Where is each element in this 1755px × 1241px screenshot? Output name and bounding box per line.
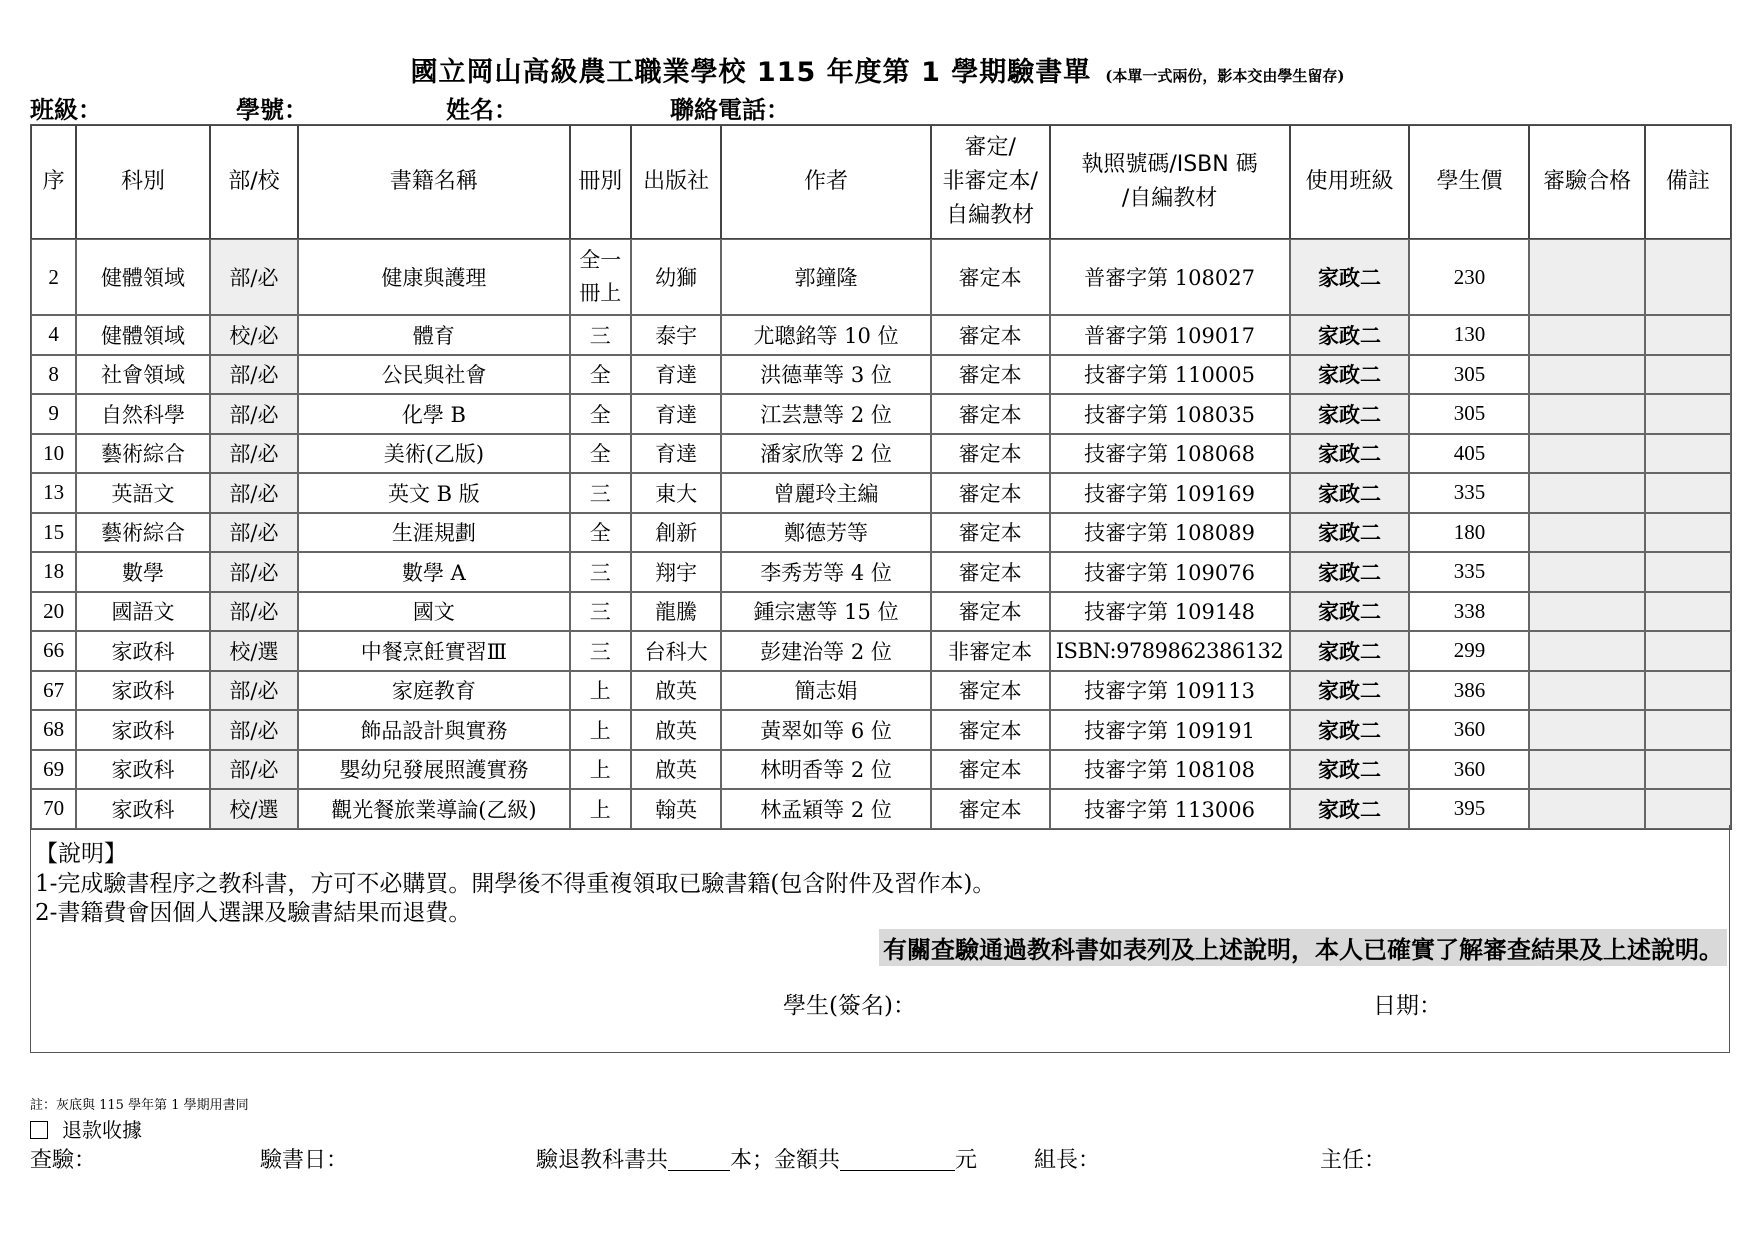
cell-seq: 13 [31,473,76,513]
cell-license: 技審字第 109169 [1050,473,1290,513]
table-row [31,355,1731,395]
cell-volume: 上 [570,750,631,790]
cell-author: 簡志娟 [721,671,930,711]
cell-class: 家政二 [1290,513,1410,553]
table-row [31,434,1731,474]
cell-pass[interactable] [1529,789,1644,829]
cell-remark[interactable] [1645,355,1731,395]
director-label: 主任： [1320,1148,1387,1173]
inspect-label: 查驗： [30,1148,97,1173]
cell-book: 美術(乙版) [298,434,570,474]
table-row [31,592,1731,632]
cell-price: 335 [1409,473,1529,513]
header-license-line2: /自編教材 [1121,186,1218,211]
cell-price: 130 [1409,315,1529,355]
cell-subject: 藝術綜合 [76,513,210,553]
cell-pass[interactable] [1529,434,1644,474]
cell-volume: 全 [570,394,631,434]
cell-volume: 三 [570,315,631,355]
returned-books-label [536,1143,977,1174]
cell-author: 鄭德芳等 [721,513,930,553]
table-row [31,671,1731,711]
cell-subject: 家政科 [76,631,210,671]
cell-volume: 三 [570,473,631,513]
cell-remark[interactable] [1645,710,1731,750]
phone-label: 聯絡電話： [670,96,790,124]
cell-subject: 家政科 [76,750,210,790]
cell-book: 飾品設計與實務 [298,710,570,750]
cell-class: 家政二 [1290,315,1410,355]
table-row [31,750,1731,790]
cell-price: 305 [1409,394,1529,434]
cell-remark[interactable] [1645,473,1731,513]
table-row [31,552,1731,592]
cell-class: 家政二 [1290,473,1410,513]
footnote: 註：灰底與 115 學年第 1 學期用書同 [30,1098,249,1113]
cell-remark[interactable] [1645,513,1731,553]
cell-approval: 審定本 [931,592,1050,632]
cell-subject: 健體領域 [76,239,210,315]
cell-seq: 9 [31,394,76,434]
cell-remark[interactable] [1645,592,1731,632]
header-approval-line1: 審定/ [964,135,1016,160]
cell-remark[interactable] [1645,631,1731,671]
cell-seq: 67 [31,671,76,711]
header-author: 作者 [721,125,930,239]
cell-class: 家政二 [1290,750,1410,790]
cell-book: 嬰幼兒發展照護實務 [298,750,570,790]
cell-volume: 上 [570,671,631,711]
cell-license: 普審字第 109017 [1050,315,1290,355]
notes-section [30,825,1730,1053]
cell-price: 360 [1409,750,1529,790]
cell-volume: 上 [570,789,631,829]
cell-book: 家庭教育 [298,671,570,711]
cell-remark[interactable] [1645,315,1731,355]
header-approval-line3: 自編教材 [946,203,1035,228]
cell-volume: 上 [570,710,631,750]
cell-license: 普審字第 108027 [1050,239,1290,315]
header-book: 書籍名稱 [298,125,570,239]
cell-pass[interactable] [1529,552,1644,592]
cell-license: 技審字第 108035 [1050,394,1290,434]
cell-subject: 數學 [76,552,210,592]
refund-label: 退款收據 [62,1118,142,1142]
cell-remark[interactable] [1645,671,1731,711]
cell-volume: 全 [570,513,631,553]
cell-seq: 2 [31,239,76,315]
cell-approval: 審定本 [931,552,1050,592]
cell-dept: 校/選 [210,789,298,829]
cell-seq: 15 [31,513,76,553]
table-row [31,394,1731,434]
returned-prefix: 驗退教科書共 [536,1148,669,1173]
cell-class: 家政二 [1290,552,1410,592]
cell-class: 家政二 [1290,671,1410,711]
cell-approval: 審定本 [931,473,1050,513]
footer-row [30,1143,1730,1173]
cell-dept: 部/必 [210,434,298,474]
cell-seq: 20 [31,592,76,632]
cell-class: 家政二 [1290,394,1410,434]
cell-seq: 69 [31,750,76,790]
cell-license: 技審字第 110005 [1050,355,1290,395]
cell-class: 家政二 [1290,631,1410,671]
cell-book: 英文 B 版 [298,473,570,513]
cell-author: 潘家欣等 2 位 [721,434,930,474]
cell-subject: 社會領域 [76,355,210,395]
class-label: 班級： [30,96,102,124]
header-approval-line2: 非審定本/ [942,169,1038,194]
form-title-main: 國立岡山高級農工職業學校 115 年度第 1 學期驗書單 [410,57,1092,88]
cell-price: 305 [1409,355,1529,395]
cell-subject: 英語文 [76,473,210,513]
cell-approval: 審定本 [931,394,1050,434]
cell-book: 觀光餐旅業導論(乙級) [298,789,570,829]
cell-book: 數學 A [298,552,570,592]
cell-publisher: 龍騰 [631,592,722,632]
cell-publisher: 東大 [631,473,722,513]
cell-publisher: 翔宇 [631,552,722,592]
cell-subject: 藝術綜合 [76,434,210,474]
cell-license: 技審字第 109191 [1050,710,1290,750]
cell-price: 360 [1409,710,1529,750]
cell-subject: 自然科學 [76,394,210,434]
cell-book: 體育 [298,315,570,355]
cell-approval: 非審定本 [931,631,1050,671]
cell-volume: 三 [570,631,631,671]
cell-publisher: 台科大 [631,631,722,671]
header-pass: 審驗合格 [1529,125,1644,239]
header-class: 使用班級 [1290,125,1410,239]
cell-seq: 70 [31,789,76,829]
cell-pass[interactable] [1529,239,1644,315]
cell-price: 335 [1409,552,1529,592]
cell-volume: 全 [570,355,631,395]
cell-class: 家政二 [1290,710,1410,750]
cell-seq: 8 [31,355,76,395]
cell-book: 國文 [298,592,570,632]
cell-author: 鍾宗憲等 15 位 [721,592,930,632]
cell-license: 技審字第 109113 [1050,671,1290,711]
cell-subject: 健體領域 [76,315,210,355]
cell-pass[interactable] [1529,710,1644,750]
cell-publisher: 育達 [631,355,722,395]
header-remark: 備註 [1645,125,1731,239]
cell-book: 化學 B [298,394,570,434]
cell-remark[interactable] [1645,552,1731,592]
returned-count-blank[interactable] [668,1150,730,1171]
cell-pass[interactable] [1529,631,1644,671]
cell-book: 中餐烹飪實習Ⅲ [298,631,570,671]
cell-publisher: 啟英 [631,671,722,711]
cell-approval: 審定本 [931,355,1050,395]
refund-checkbox[interactable] [30,1121,48,1139]
cell-book: 生涯規劃 [298,513,570,553]
header-seq: 序 [31,125,76,239]
cell-remark[interactable] [1645,750,1731,790]
cell-author: 彭建治等 2 位 [721,631,930,671]
cell-approval: 審定本 [931,789,1050,829]
cell-approval: 審定本 [931,513,1050,553]
cell-price: 338 [1409,592,1529,632]
table-row [31,239,1731,315]
table-header-row [31,125,1731,239]
cell-publisher: 泰宇 [631,315,722,355]
header-volume: 冊別 [570,125,631,239]
table-row [31,789,1731,829]
cell-price: 299 [1409,631,1529,671]
cell-dept: 部/必 [210,394,298,434]
cell-pass[interactable] [1529,671,1644,711]
cell-approval: 審定本 [931,315,1050,355]
cell-dept: 部/必 [210,473,298,513]
cell-author: 郭鐘隆 [721,239,930,315]
cell-approval: 審定本 [931,239,1050,315]
returned-unit: 本；金額共 [730,1148,841,1173]
cell-license: 技審字第 113006 [1050,789,1290,829]
cell-publisher: 翰英 [631,789,722,829]
cell-publisher: 創新 [631,513,722,553]
cell-approval: 審定本 [931,710,1050,750]
date-label: 日期： [1373,993,1442,1019]
cell-publisher: 育達 [631,434,722,474]
cell-class: 家政二 [1290,355,1410,395]
cell-pass[interactable] [1529,750,1644,790]
cell-approval: 審定本 [931,434,1050,474]
cell-seq: 10 [31,434,76,474]
notes-line-2: 2-書籍費會因個人選課及驗書結果而退費。 [35,900,472,926]
cell-author: 林孟穎等 2 位 [721,789,930,829]
header-license-line1: 執照號碼/ISBN 碼 [1081,152,1258,177]
cell-seq: 4 [31,315,76,355]
cell-seq: 66 [31,631,76,671]
inspect-date-label: 驗書日： [260,1148,349,1173]
cell-volume: 全 [570,434,631,474]
table-row [31,315,1731,355]
cell-subject: 家政科 [76,671,210,711]
cell-license: 技審字第 108089 [1050,513,1290,553]
returned-amount-blank[interactable] [840,1150,955,1171]
cell-dept: 部/必 [210,513,298,553]
cell-dept: 部/必 [210,239,298,315]
cell-volume: 全一冊上 [570,239,631,315]
table-row [31,473,1731,513]
cell-author: 曾麗玲主編 [721,473,930,513]
cell-pass[interactable] [1529,513,1644,553]
confirm-statement: 有關查驗通過教科書如表列及上述說明，本人已確實了解審查結果及上述說明。 [879,929,1727,966]
cell-author: 江芸慧等 2 位 [721,394,930,434]
notes-line-1: 1-完成驗書程序之教科書，方可不必購買。開學後不得重複領取已驗書籍(包含附件及習作本)。 [35,871,996,897]
cell-license: ISBN:9789862386132 [1050,631,1290,671]
cell-seq: 18 [31,552,76,592]
cell-subject: 家政科 [76,710,210,750]
form-title [0,50,1755,89]
leader-label: 組長： [1034,1148,1101,1173]
cell-license: 技審字第 108068 [1050,434,1290,474]
cell-author: 李秀芳等 4 位 [721,552,930,592]
header-license [1050,125,1290,239]
header-publisher: 出版社 [631,125,722,239]
table-row [31,631,1731,671]
cell-class: 家政二 [1290,789,1410,829]
cell-dept: 校/必 [210,315,298,355]
cell-volume: 三 [570,592,631,632]
table-row [31,710,1731,750]
student-signature-label: 學生(簽名)： [783,993,916,1019]
cell-price: 230 [1409,239,1529,315]
cell-pass[interactable] [1529,473,1644,513]
cell-remark[interactable] [1645,434,1731,474]
cell-license: 技審字第 108108 [1050,750,1290,790]
cell-volume: 三 [570,552,631,592]
notes-heading: 【說明】 [35,841,127,867]
cell-author: 黃翠如等 6 位 [721,710,930,750]
refund-receipt [30,1114,142,1143]
cell-price: 405 [1409,434,1529,474]
cell-publisher: 啟英 [631,710,722,750]
name-label: 姓名： [446,96,518,124]
cell-seq: 68 [31,710,76,750]
cell-book: 公民與社會 [298,355,570,395]
header-price: 學生價 [1409,125,1529,239]
cell-approval: 審定本 [931,750,1050,790]
cell-license: 技審字第 109076 [1050,552,1290,592]
cell-dept: 部/必 [210,592,298,632]
cell-license: 技審字第 109148 [1050,592,1290,632]
cell-author: 林明香等 2 位 [721,750,930,790]
student-id-label: 學號： [236,96,308,124]
form-title-note: (本單一式兩份，影本交由學生留存) [1105,67,1345,85]
cell-subject: 國語文 [76,592,210,632]
cell-dept: 部/必 [210,750,298,790]
cell-class: 家政二 [1290,592,1410,632]
cell-pass[interactable] [1529,394,1644,434]
cell-price: 395 [1409,789,1529,829]
cell-dept: 部/必 [210,671,298,711]
cell-dept: 部/必 [210,355,298,395]
cell-book: 健康與護理 [298,239,570,315]
cell-author: 尤聰銘等 10 位 [721,315,930,355]
cell-pass[interactable] [1529,315,1644,355]
cell-dept: 部/必 [210,552,298,592]
cell-dept: 部/必 [210,710,298,750]
cell-subject: 家政科 [76,789,210,829]
header-approval [931,125,1050,239]
cell-author: 洪德華等 3 位 [721,355,930,395]
cell-price: 180 [1409,513,1529,553]
cell-pass[interactable] [1529,355,1644,395]
cell-class: 家政二 [1290,239,1410,315]
currency-label: 元 [955,1148,978,1173]
cell-class: 家政二 [1290,434,1410,474]
cell-remark[interactable] [1645,394,1731,434]
cell-remark[interactable] [1645,239,1731,315]
student-info-row [30,90,1730,124]
table-row [31,513,1731,553]
cell-remark[interactable] [1645,789,1731,829]
cell-price: 386 [1409,671,1529,711]
header-dept: 部/校 [210,125,298,239]
cell-publisher: 啟英 [631,750,722,790]
cell-pass[interactable] [1529,592,1644,632]
cell-approval: 審定本 [931,671,1050,711]
cell-dept: 校/選 [210,631,298,671]
header-subject: 科別 [76,125,210,239]
cell-publisher: 幼獅 [631,239,722,315]
cell-publisher: 育達 [631,394,722,434]
book-table [30,124,1732,830]
